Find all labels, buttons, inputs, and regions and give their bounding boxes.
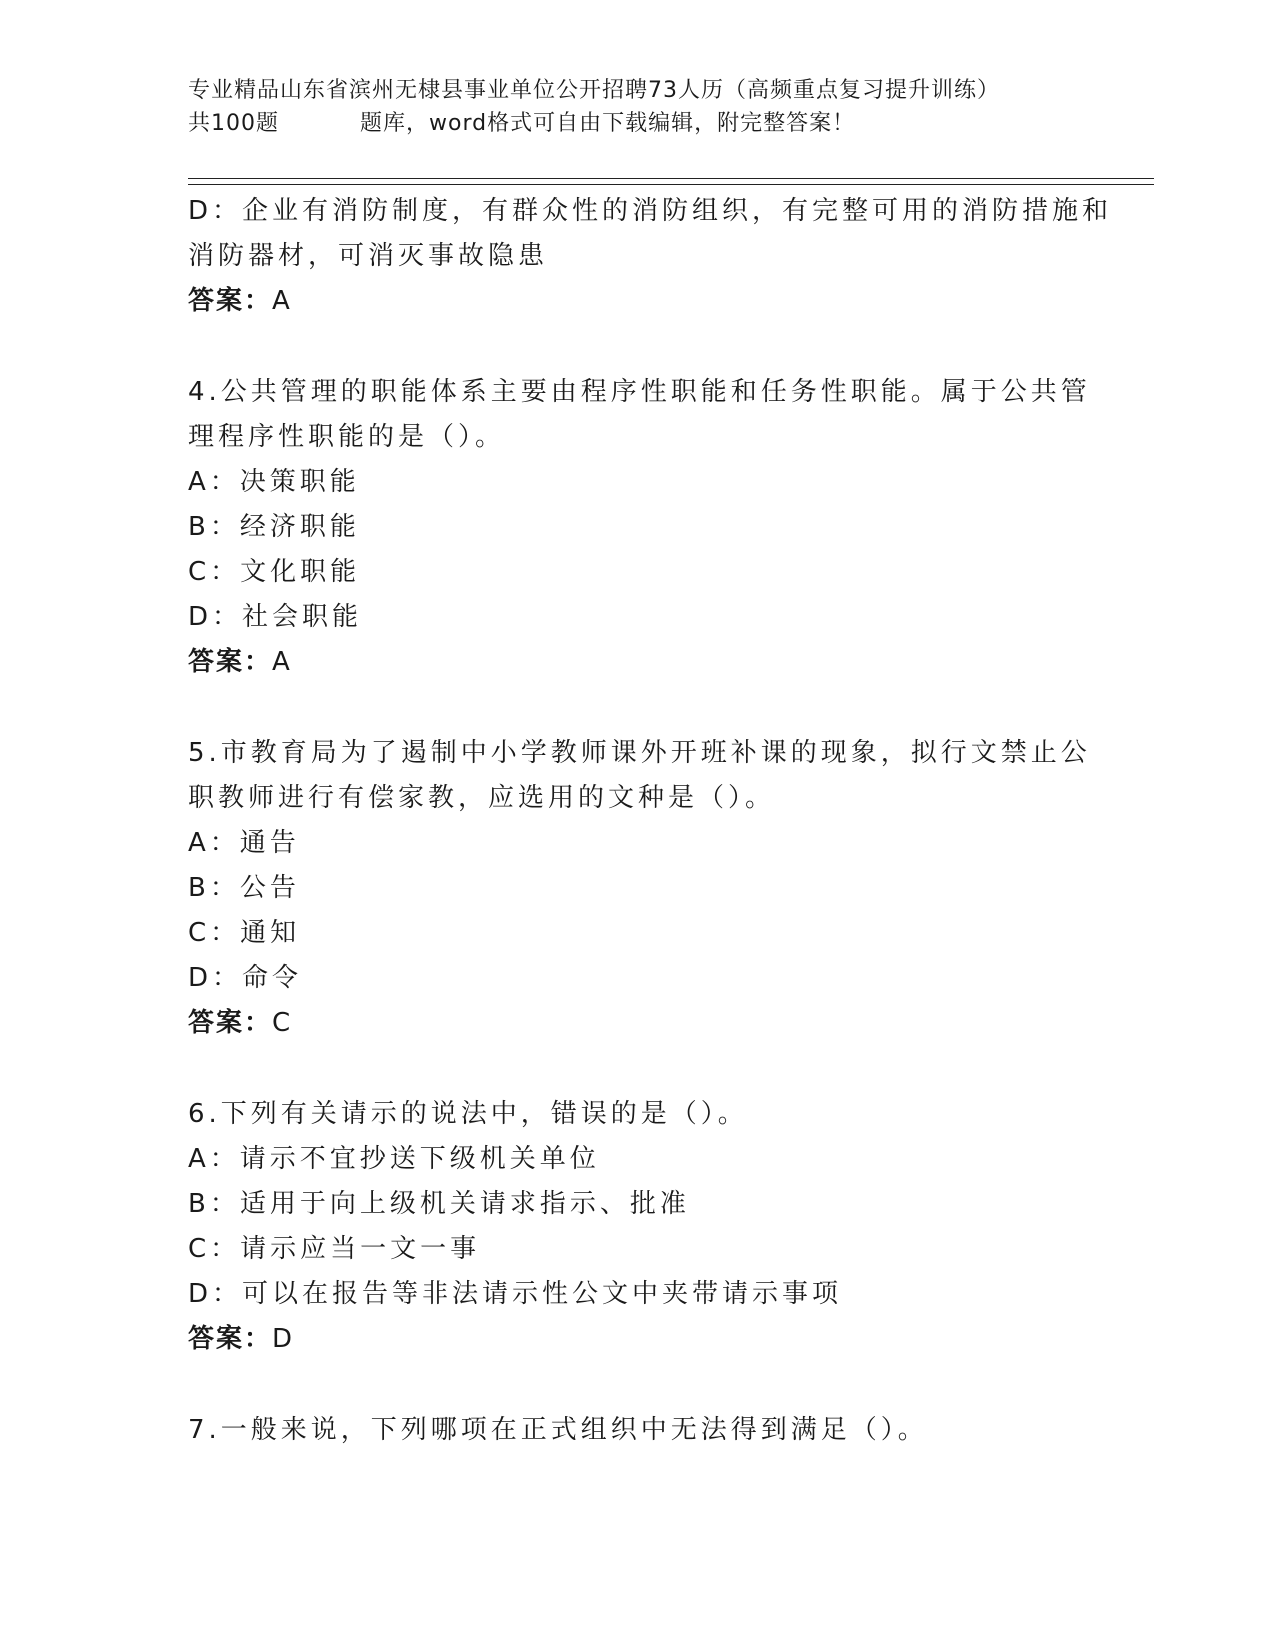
option-a: A：通告 — [188, 828, 300, 858]
option-d: D：社会职能 — [188, 602, 363, 632]
question-stem: 5.市教育局为了遏制中小学教师课外开班补课的现象，拟行文禁止公 — [188, 738, 1091, 768]
answer-value: C — [272, 1008, 293, 1038]
document-body — [188, 189, 1113, 1453]
question-stem: 6.下列有关请示的说法中，错误的是（）。 — [188, 1099, 748, 1129]
header-subtitle-row — [188, 107, 1088, 140]
option-c: C：请示应当一文一事 — [188, 1234, 481, 1264]
header-subtitle-text: 题库，word格式可自由下载编辑，附完整答案！ — [360, 111, 856, 136]
option-b: B：经济职能 — [188, 512, 360, 542]
answer-value: D — [272, 1324, 295, 1354]
question-stem: 4.公共管理的职能体系主要由程序性职能和任务性职能。属于公共管 — [188, 377, 1091, 407]
header-double-rule — [188, 178, 1154, 185]
option-d: D：命令 — [188, 963, 303, 993]
option-d: D：可以在报告等非法请示性公文中夹带请示事项 — [188, 1279, 843, 1309]
option-a: A：请示不宜抄送下级机关单位 — [188, 1144, 600, 1174]
option-b: B：适用于向上级机关请求指示、批准 — [188, 1189, 690, 1219]
header-question-count: 共100题 — [188, 111, 279, 136]
question-3-tail — [188, 189, 1113, 324]
spacer — [188, 1362, 1088, 1408]
answer-line — [188, 279, 1088, 324]
question-stem: 7.一般来说，下列哪项在正式组织中无法得到满足（）。 — [188, 1415, 928, 1445]
header-title-line: 专业精品山东省滨州无棣县事业单位公开招聘73人历（高频重点复习提升训练） — [188, 78, 1000, 103]
spacer — [188, 324, 1088, 370]
question-4 — [188, 370, 1091, 685]
answer-value: A — [272, 647, 292, 677]
question-7 — [188, 1408, 1088, 1453]
answer-label: 答案： — [188, 1008, 273, 1038]
answer-line — [188, 1001, 1088, 1046]
question-5 — [188, 731, 1091, 1046]
spacer — [188, 1046, 1088, 1092]
question-stem-continued: 职教师进行有偿家教，应选用的文种是（）。 — [188, 783, 776, 813]
answer-label: 答案： — [188, 647, 273, 677]
option-c: C：文化职能 — [188, 557, 361, 587]
option-a: A：决策职能 — [188, 467, 360, 497]
option-d-continued: 消防器材，可消灭事故隐患 — [188, 241, 549, 271]
question-6 — [188, 1092, 1088, 1362]
page-header — [188, 74, 1088, 140]
option-b: B：公告 — [188, 873, 300, 903]
option-c: C：通知 — [188, 918, 301, 948]
answer-line — [188, 1317, 1088, 1362]
spacer — [188, 685, 1088, 731]
answer-value: A — [272, 286, 292, 316]
answer-label: 答案： — [188, 286, 273, 316]
answer-line — [188, 640, 1088, 685]
question-stem-continued: 理程序性职能的是（）。 — [188, 422, 506, 452]
option-d: D：企业有消防制度，有群众性的消防组织，有完整可用的消防措施和 — [188, 196, 1113, 226]
answer-label: 答案： — [188, 1324, 273, 1354]
